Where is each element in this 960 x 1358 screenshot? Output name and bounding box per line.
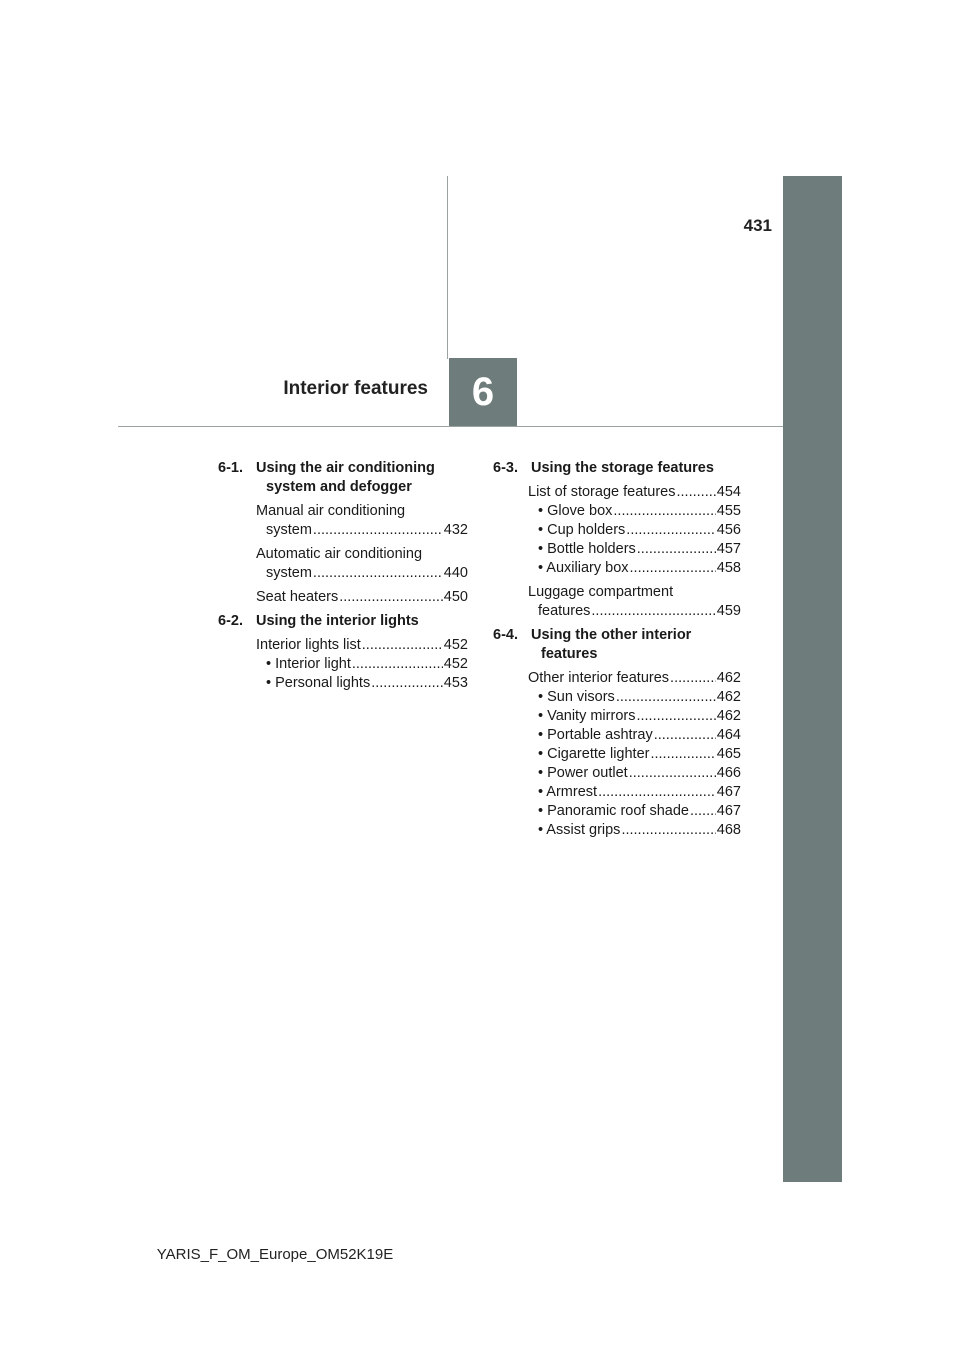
- dot-leader: [621, 821, 715, 840]
- toc-section-6-4[interactable]: [493, 626, 741, 664]
- dot-leader: [339, 588, 443, 607]
- toc-entry-label: • Glove box: [538, 503, 613, 519]
- toc-entry-label: • Panoramic roof shade: [538, 803, 689, 819]
- toc-entry-label: system: [266, 522, 312, 538]
- toc-entry-label: system: [266, 565, 312, 581]
- toc-entry-page: 468: [716, 822, 741, 838]
- toc-entry-page: 440: [443, 565, 468, 581]
- toc-entry-other-features[interactable]: [528, 669, 741, 688]
- chapter-number-box: [449, 358, 517, 426]
- toc-entry-cup-holders[interactable]: [528, 521, 741, 540]
- section-title-line: Using the air conditioning: [256, 460, 435, 476]
- dot-leader: [630, 559, 716, 578]
- dot-leader: [313, 521, 443, 540]
- toc-entry-interior-lights-list[interactable]: [256, 636, 468, 655]
- toc-entry-manual-ac[interactable]: [256, 521, 468, 540]
- toc-entry-label: • Power outlet: [538, 765, 628, 781]
- section-title-line: features: [541, 646, 598, 662]
- toc-entry-label: • Personal lights: [266, 675, 371, 691]
- toc-entry-page: 466: [716, 765, 741, 781]
- toc-entry-page: 456: [716, 522, 741, 538]
- toc-entry-label: • Portable ashtray: [538, 727, 653, 743]
- toc-entry-label: • Cigarette lighter: [538, 746, 650, 762]
- dot-leader: [690, 802, 716, 821]
- toc-section-6-2[interactable]: [218, 612, 468, 631]
- dot-leader: [670, 669, 716, 688]
- section-title-line: system and defogger: [266, 479, 412, 495]
- toc-entry-page: 453: [443, 675, 468, 691]
- dot-leader: [362, 636, 443, 655]
- dot-leader: [626, 521, 716, 540]
- toc-section-6-3[interactable]: [493, 459, 741, 478]
- dot-leader: [591, 602, 715, 621]
- toc-entry-automatic-ac[interactable]: [256, 564, 468, 583]
- toc-entry-cigarette-lighter[interactable]: [528, 745, 741, 764]
- toc-entry-portable-ashtray[interactable]: [528, 726, 741, 745]
- toc-right-column: [493, 459, 741, 840]
- toc-entry-label: • Sun visors: [538, 689, 615, 705]
- toc-entry-label: • Armrest: [538, 784, 598, 800]
- toc-entry-assist-grips[interactable]: [528, 821, 741, 840]
- dot-leader: [650, 745, 715, 764]
- toc-entry-vanity-mirrors[interactable]: [528, 707, 741, 726]
- toc-entry-page: 467: [716, 803, 741, 819]
- toc-entry-armrest[interactable]: [528, 783, 741, 802]
- toc-entry-seat-heaters[interactable]: [256, 588, 468, 607]
- chapter-side-tab: [783, 176, 842, 1182]
- dot-leader: [371, 674, 443, 693]
- section-number: 6-3.: [493, 460, 518, 476]
- toc-entry-storage-list[interactable]: [528, 483, 741, 502]
- chapter-title: Interior features: [283, 378, 428, 399]
- toc-entry-label: List of storage features: [528, 484, 676, 500]
- toc-entry-label: • Vanity mirrors: [538, 708, 636, 724]
- toc-entry-power-outlet[interactable]: [528, 764, 741, 783]
- toc-entry-line: Automatic air conditioning: [256, 546, 423, 562]
- section-title-line: Using the storage features: [531, 460, 714, 476]
- header-horizontal-rule: [118, 426, 783, 427]
- dot-leader: [637, 540, 716, 559]
- section-number: 6-2.: [218, 613, 243, 629]
- toc-entry-page: 457: [716, 541, 741, 557]
- document-footer: YARIS_F_OM_Europe_OM52K19E: [156, 1246, 394, 1263]
- dot-leader: [613, 502, 715, 521]
- toc-entry-label: • Bottle holders: [538, 541, 636, 557]
- toc-entry-page: 458: [716, 560, 741, 576]
- toc-section-6-1[interactable]: [218, 459, 468, 497]
- toc-entry-page: 464: [716, 727, 741, 743]
- page-number: 431: [743, 216, 772, 235]
- toc-entry-bottle-holders[interactable]: [528, 540, 741, 559]
- toc-entry-page: 452: [443, 637, 468, 653]
- toc-entry-label: • Auxiliary box: [538, 560, 629, 576]
- toc-entry-line: Luggage compartment: [528, 584, 674, 600]
- toc-entry-label: Other interior features: [528, 670, 670, 686]
- toc-entry-page: 467: [716, 784, 741, 800]
- section-number: 6-4.: [493, 627, 518, 643]
- toc-entry-page: 432: [443, 522, 468, 538]
- toc-entry-page: 465: [716, 746, 741, 762]
- toc-entry-page: 454: [716, 484, 741, 500]
- toc-entry-auxiliary-box[interactable]: [528, 559, 741, 578]
- toc-entry-label: Interior lights list: [256, 637, 361, 653]
- section-title-line: Using the interior lights: [256, 613, 419, 629]
- toc-entry-label: features: [538, 603, 591, 619]
- dot-leader: [636, 707, 715, 726]
- toc-entry-label: Seat heaters: [256, 589, 339, 605]
- dot-leader: [629, 764, 716, 783]
- chapter-number: 6: [471, 369, 495, 414]
- toc-entry-label: • Cup holders: [538, 522, 626, 538]
- header-vertical-rule: [447, 176, 448, 359]
- dot-leader: [677, 483, 716, 502]
- toc-entry-page: 462: [716, 670, 741, 686]
- toc-entry-page: 450: [443, 589, 468, 605]
- toc-entry-line: Manual air conditioning: [256, 503, 406, 519]
- section-title-line: Using the other interior: [531, 627, 692, 643]
- toc-entry-interior-light[interactable]: [256, 655, 468, 674]
- toc-entry-label: • Interior light: [266, 656, 351, 672]
- toc-entry-personal-lights[interactable]: [256, 674, 468, 693]
- dot-leader: [598, 783, 716, 802]
- dot-leader: [352, 655, 443, 674]
- toc-entry-label: • Assist grips: [538, 822, 621, 838]
- toc-entry-panoramic-roof-shade[interactable]: [528, 802, 741, 821]
- section-number: 6-1.: [218, 460, 243, 476]
- toc-entry-page: 462: [716, 708, 741, 724]
- toc-entry-glove-box[interactable]: [528, 502, 741, 521]
- dot-leader: [654, 726, 716, 745]
- dot-leader: [616, 688, 716, 707]
- toc-entry-page: 462: [716, 689, 741, 705]
- toc-entry-page: 455: [716, 503, 741, 519]
- toc-left-column: [218, 459, 468, 693]
- dot-leader: [313, 564, 443, 583]
- toc-entry-page: 452: [443, 656, 468, 672]
- toc-entry-sun-visors[interactable]: [528, 688, 741, 707]
- toc-entry-luggage-compartment[interactable]: [528, 602, 741, 621]
- toc-entry-page: 459: [716, 603, 741, 619]
